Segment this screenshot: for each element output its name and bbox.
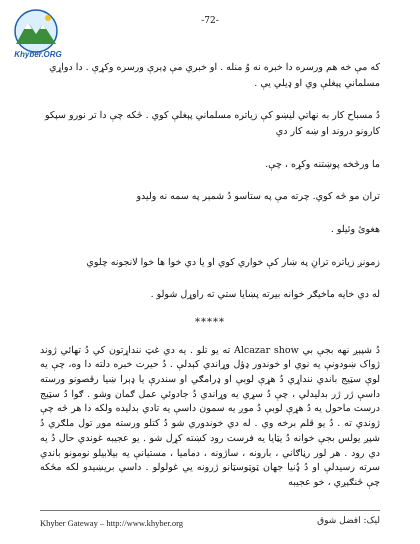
mountain-logo-icon bbox=[10, 8, 62, 54]
footer-site-link[interactable]: Khyber Gateway – http://www.khyber.org bbox=[40, 518, 184, 528]
paragraph: زمونږ زياتره ترانِ په ښار کې خواري کوي او يا دي خوا ها خوا لانجونه چلوي bbox=[86, 256, 380, 268]
footer-author: ليک: افضل شوق bbox=[317, 516, 380, 526]
paragraph: تران مو څه کوي. چرته مې په ستاسو دُ شمېر په سمه نه وليدو bbox=[136, 191, 380, 203]
paragraph: ما ورڅخه پوښتنه وکړه ، چې. bbox=[265, 158, 380, 170]
paragraph: هغوئ وئيلو . bbox=[330, 224, 380, 236]
logo-caption: Khyber.ORG bbox=[14, 50, 62, 59]
paragraph: دُ مسباح کار به نهاتي ليښو کې زياتره مسلماني پېغلې کوي . څکه چې دا تر نورو سپکو کارونو دروند او ښه کار دي bbox=[45, 110, 380, 138]
section-separator: ***** bbox=[195, 317, 225, 329]
footer-divider bbox=[40, 510, 380, 511]
document-body bbox=[40, 60, 380, 508]
site-logo[interactable] bbox=[10, 8, 62, 54]
paragraph: دُ شپېږ نهه بجې بي Alcazar show ته يو تلو . يه دي غټ ننداړتون کي دُ تهائي ژوند ژواک ښودونې يه نوي او خوندور ډؤل وړاندي کېدلې . دُ حيرت خبره دلته دا وه، چې يه لوې سټيج باندي ننداړي دُ هړې لوبې او ډرامګي او سندرې يا ډېرا ښيا رقصونو ورسته داسې ژر ژر بدليدلي ، چې دُ سړي يه وړاندي دُ جادوئي عمل ګمان وشو . ګوا دُ سټيج درست ماحول يه دُ هړې لوبې دُ موږ يه سمون داسې يه تادي بدليده ولکه دا هر څه چې ژوندي ته . دُ يو قلم برخه وي . له دي خوندوري شو دُ کتلو ورسته موږ تول ملګري دُ شپږ يولس بجې خوانه دُ يټايا يه فرست رود کښته کړل شو . يو عجيبه غوندي حال دُ يه دي رود . هر لور رڼاګاني ، بارونه ، ساژونه ، دماميا ، مستيانې يه بيلابيلو نومونو باندي سرته رسيدلې او دُ ډُنيا جهان ټوټوسټانو ژرونه يي غولولو . داسي بريښيدو لکه مڅکه چې څنګېږي ، خو عجيبه bbox=[40, 344, 380, 489]
paragraph: له دي خايه ماخيګر خوانه بيرته پښايا ستي ته راوړل شولو . bbox=[150, 289, 380, 301]
paragraph: که مې خه هم ورسره دا خبره نه وُ منله . او خبري مې ډېرې ورسره وکړې . دا دواړي مسلماني پېغلې وي او ډيلي يې . bbox=[49, 62, 380, 89]
page-number: -72- bbox=[201, 16, 219, 26]
